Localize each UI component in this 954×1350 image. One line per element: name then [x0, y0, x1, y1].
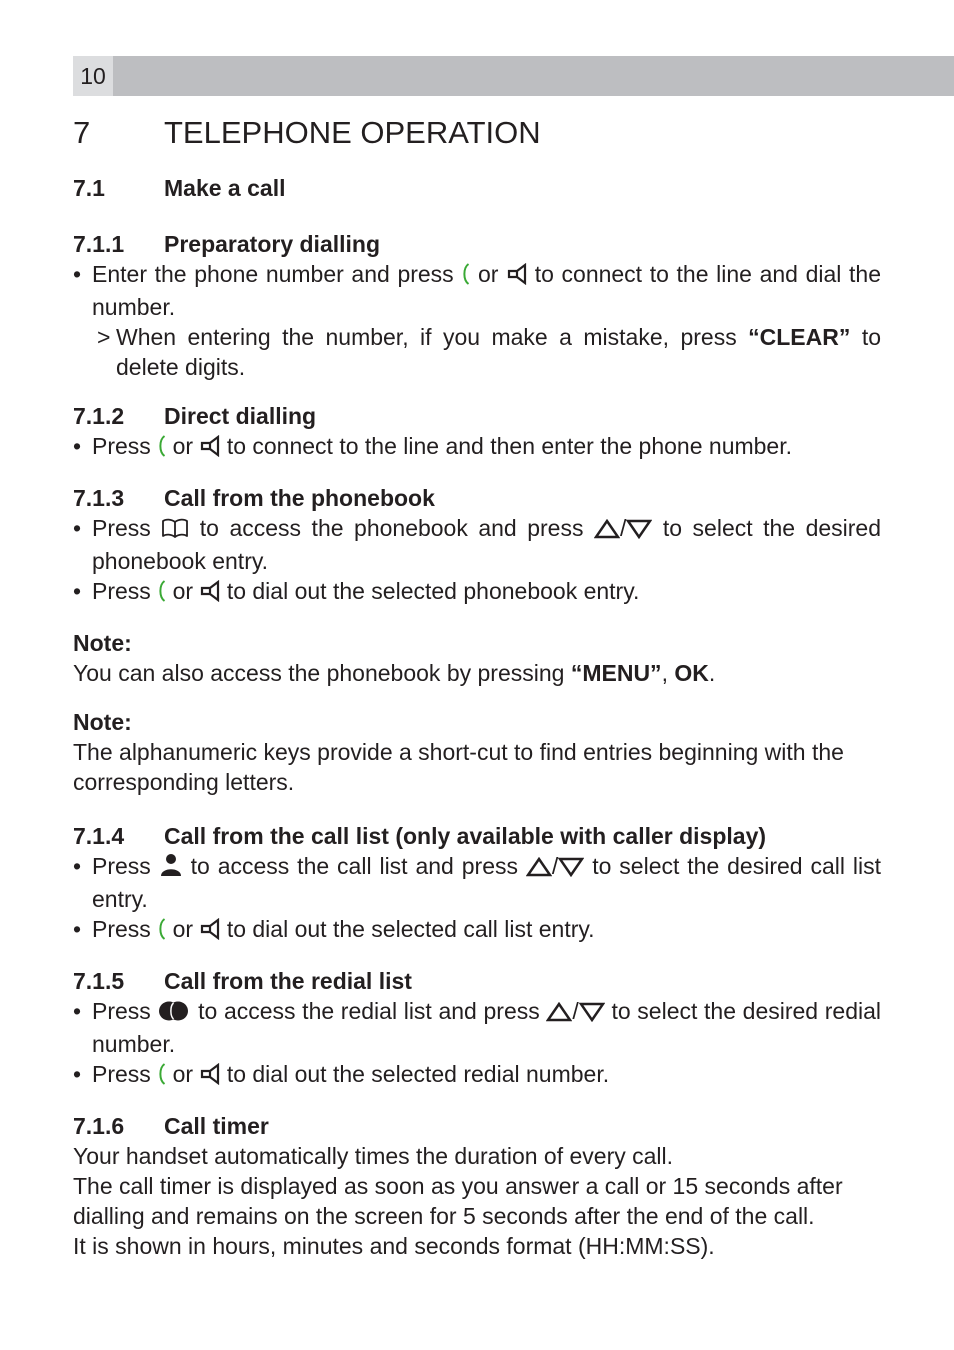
sub-text: to delete digits. — [116, 324, 881, 380]
bullet-item — [73, 259, 881, 322]
speaker-key-icon — [506, 262, 527, 292]
bullet-text: to select the desired redial number. — [92, 998, 881, 1057]
subsection-number: 7.1.6 — [73, 1113, 125, 1139]
subsection-heading — [73, 821, 881, 851]
bullet-text: Press — [92, 998, 151, 1024]
redial-key-icon — [157, 999, 191, 1029]
bullet-text: or — [172, 578, 194, 604]
talk-key-icon — [157, 1062, 166, 1092]
up-arrow-icon — [546, 999, 572, 1029]
bullet-text: Press — [92, 853, 151, 879]
phonebook-key-icon — [161, 516, 189, 546]
note-text-part: You can also access the phonebook by pressing — [73, 660, 565, 686]
section-7-1-6 — [73, 1111, 881, 1261]
ok-key-label: OK — [674, 660, 709, 686]
subsection-heading — [73, 1111, 881, 1141]
bullet-item — [73, 576, 881, 609]
speaker-key-icon — [199, 1062, 220, 1092]
up-arrow-icon — [526, 854, 552, 884]
bullet-text: Press — [92, 916, 151, 942]
bullet-item — [73, 914, 881, 947]
talk-key-icon — [157, 917, 166, 947]
section-heading-7-1 — [73, 173, 881, 203]
paragraph: It is shown in hours, minutes and seconds format (HH:MM:SS). — [73, 1233, 715, 1259]
bullet-text: to access the call list and press — [190, 853, 518, 879]
note-label: Note: — [73, 630, 132, 656]
section-title: Make a call — [164, 175, 286, 201]
bullet-text: or — [477, 261, 499, 287]
subsection-title: Direct dialling — [164, 403, 317, 429]
paragraph: Your handset automatically times the duration of every call. — [73, 1143, 674, 1169]
section-7-1-3 — [73, 483, 881, 609]
section-7-1-1 — [73, 229, 881, 382]
subsection-heading — [73, 229, 881, 259]
note-block — [73, 628, 881, 688]
note-block — [73, 707, 881, 797]
subsection-number: 7.1.1 — [73, 231, 125, 257]
bullet-text: Press — [92, 515, 151, 541]
note-text — [73, 658, 881, 688]
note-text-part: . — [708, 660, 716, 686]
bullet-text: to dial out the selected call list entry. — [226, 916, 595, 942]
subsection-title: Call from the redial list — [164, 968, 412, 994]
subsection-heading — [73, 966, 881, 996]
subsection-number: 7.1.4 — [73, 823, 125, 849]
bullet-text: to connect to the line and then enter the phone number. — [226, 433, 793, 459]
up-arrow-icon — [594, 516, 620, 546]
subsection-number: 7.1.5 — [73, 968, 125, 994]
down-arrow-icon — [626, 516, 652, 546]
subsection-heading — [73, 483, 881, 513]
bullet-item — [73, 431, 881, 464]
arrow-separator: / — [619, 515, 627, 541]
subsection-title: Preparatory dialling — [164, 231, 381, 257]
section-7-1-2 — [73, 401, 881, 464]
note-text-part: , — [661, 660, 668, 686]
page-content — [73, 113, 881, 1280]
sub-item — [73, 322, 881, 382]
page-number: 10 — [73, 56, 113, 96]
bullet-text: or — [172, 433, 194, 459]
subsection-heading — [73, 401, 881, 431]
bullet-item — [73, 513, 881, 576]
bullet-text: to select the desired call list entry. — [92, 853, 882, 912]
down-arrow-icon — [579, 999, 605, 1029]
bullet-text: to connect to the line and dial the number. — [92, 261, 882, 320]
talk-key-icon — [461, 262, 470, 292]
note-text: The alphanumeric keys provide a short-cut to find entries beginning with the corresponding letters. — [73, 739, 844, 795]
subsection-number: 7.1.2 — [73, 403, 125, 429]
bullet-text: or — [172, 1061, 194, 1087]
bullet-text: Press — [92, 578, 151, 604]
subsection-number: 7.1.3 — [73, 485, 125, 511]
bullet-item — [73, 1059, 881, 1092]
section-7-1-5 — [73, 966, 881, 1092]
section-number: 7.1 — [73, 175, 105, 201]
speaker-key-icon — [199, 579, 220, 609]
down-arrow-icon — [558, 854, 584, 884]
chapter-number: 7 — [73, 115, 91, 150]
bullet-text: Press — [92, 433, 151, 459]
chapter-title: TELEPHONE OPERATION — [164, 115, 541, 150]
bullet-text: to access the phonebook and press — [199, 515, 584, 541]
chapter-heading — [73, 113, 881, 153]
note-label: Note: — [73, 709, 132, 735]
bullet-text: to access the redial list and press — [198, 998, 540, 1024]
talk-key-icon — [157, 434, 166, 464]
bullet-text: or — [172, 916, 194, 942]
speaker-key-icon — [199, 434, 220, 464]
bullet-text: Enter the phone number and press — [92, 261, 454, 287]
bullet-item — [73, 996, 881, 1059]
subsection-title: Call timer — [164, 1113, 269, 1139]
bullet-text: to select the desired phonebook entry. — [92, 515, 882, 574]
clear-key-label: “CLEAR” — [748, 324, 851, 350]
bullet-text: to dial out the selected phonebook entry. — [226, 578, 640, 604]
arrow-separator: / — [572, 998, 579, 1024]
subsection-title: Call from the phonebook — [164, 485, 435, 511]
call-list-key-icon — [159, 853, 183, 884]
bullet-text: to dial out the selected redial number. — [226, 1061, 610, 1087]
speaker-key-icon — [199, 917, 220, 947]
sub-text: When entering the number, if you make a mistake, press — [116, 324, 737, 350]
bullet-text: Press — [92, 1061, 151, 1087]
paragraph: The call timer is displayed as soon as you answer a call or 15 seconds after dialling and remains on the screen for 5 seconds after the end of the call. — [73, 1173, 843, 1229]
header-bar — [73, 56, 954, 96]
menu-key-label: “MENU” — [570, 660, 662, 686]
arrow-separator: / — [551, 853, 559, 879]
section-7-1-4 — [73, 821, 881, 947]
subsection-title: Call from the call list (only available with caller display) — [164, 823, 767, 849]
talk-key-icon — [157, 579, 166, 609]
bullet-item — [73, 851, 881, 914]
